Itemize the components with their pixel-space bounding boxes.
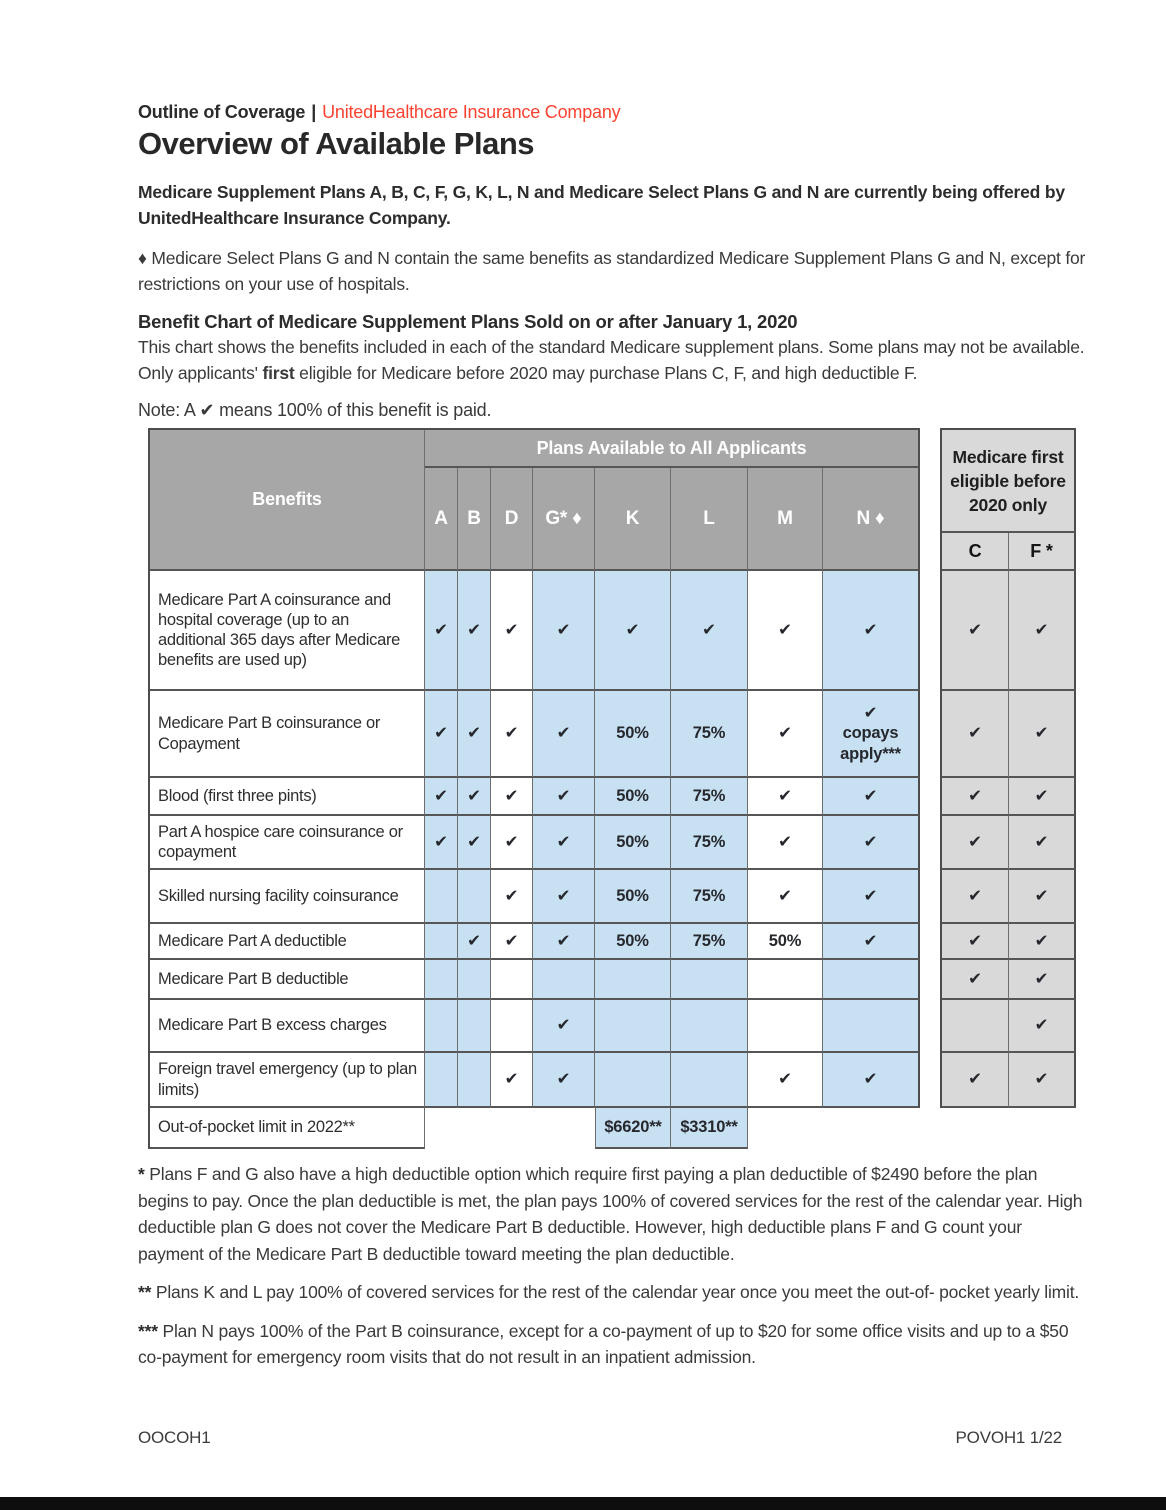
benefit-cell <box>458 778 491 816</box>
benefit-cell <box>823 1053 920 1108</box>
benefit-cell <box>533 778 595 816</box>
benefit-cell <box>748 571 823 691</box>
footer-form-number: OOCOH1 <box>138 1428 211 1447</box>
benefit-row-label-text: Blood (first three pints) <box>158 786 317 805</box>
pre2020-cell <box>942 816 1009 870</box>
benefit-cell-text: ✔ <box>556 886 571 905</box>
benefit-cell <box>748 1053 823 1108</box>
pre2020-column-header-f-text: F * <box>1030 540 1053 561</box>
chart-description <box>138 334 1088 386</box>
pre2020-column-header-c <box>942 533 1009 571</box>
benefit-cell <box>748 870 823 924</box>
eyebrow-company-name: UnitedHealthcare Insurance Company <box>322 102 621 122</box>
benefit-cell <box>671 816 748 870</box>
benefit-cell-text: ✔ <box>625 620 640 639</box>
benefit-row-label-text: Medicare Part A coinsurance and hospital coverage (up to an additional 365 days after Medicare benefits are used up) <box>158 590 401 670</box>
benefit-cell <box>533 1053 595 1108</box>
benefit-cell <box>425 1000 458 1053</box>
column-header-l <box>671 468 748 571</box>
pre2020-cell-text: ✔ <box>1034 786 1049 805</box>
benefit-cell-text: ✔ <box>467 931 481 950</box>
pre2020-cell <box>942 1000 1009 1053</box>
column-header-b-text: B <box>467 507 481 529</box>
benefit-cell-text: 50% <box>616 832 649 851</box>
benefit-cell-text: ✔ <box>702 620 716 639</box>
intro-paragraph: Medicare Supplement Plans A, B, C, F, G, K, L, N and Medicare Select Plans G and N are currently being offered by UnitedHealthcare Insurance Company. <box>138 182 1065 228</box>
benefit-cell-text: ✔ <box>778 832 792 851</box>
footnote-2: ** Plans K and L pay 100% of covered services for the rest of the calendar year once you meet the out-of- pocket yearly limit. <box>138 1282 1080 1302</box>
benefit-cell-text: ✔ copays apply*** <box>840 703 901 763</box>
pre2020-cell-text: ✔ <box>1034 1070 1049 1089</box>
limit-row-label <box>150 1108 425 1149</box>
benefit-cell <box>425 691 458 778</box>
benefit-cell-text: ✔ <box>556 1016 571 1035</box>
benefit-row-label <box>150 924 425 960</box>
benefit-cell-text: ✔ <box>778 1070 792 1089</box>
benefit-cell-text: ✔ <box>556 786 571 805</box>
pre2020-cell-text: ✔ <box>1034 886 1049 905</box>
benefit-cell <box>823 924 920 960</box>
pre2020-column-header-f <box>1009 533 1076 571</box>
benefit-cell <box>458 691 491 778</box>
column-header-m-text: M <box>777 507 793 529</box>
benefit-cell-text: 75% <box>692 786 726 805</box>
footnote-3: *** Plan N pays 100% of the Part B coinsurance, except for a co-payment of up to $20 for some office visits and up to a $50 co-payment for emergency room visits that do not result in an inpatient admission. <box>138 1320 1069 1367</box>
footnote-marker: *** <box>138 1320 163 1341</box>
benefit-cell-text: ✔ <box>467 786 481 805</box>
benefit-row-label-text: Part A hospice care coinsurance or copayment <box>158 822 403 861</box>
benefit-row-label <box>150 870 425 924</box>
pre2020-table <box>940 428 1076 1108</box>
benefit-cell <box>595 816 671 870</box>
pre2020-cell <box>942 691 1009 778</box>
benefit-cell <box>823 960 920 1000</box>
benefit-cell <box>533 816 595 870</box>
pre2020-cell <box>942 571 1009 691</box>
benefit-cell <box>671 1000 748 1053</box>
column-header-n <box>823 468 920 571</box>
benefit-cell <box>458 1000 491 1053</box>
pre2020-cell <box>1009 1000 1076 1053</box>
pre2020-cell-text: ✔ <box>1034 1016 1049 1035</box>
benefit-cell <box>458 870 491 924</box>
benefit-row-label-text: Skilled nursing facility coinsurance <box>158 886 399 905</box>
column-header-d <box>491 468 533 571</box>
benefit-cell <box>671 571 748 691</box>
benefit-cell <box>458 960 491 1000</box>
benefit-cell-text: ✔ <box>863 886 878 905</box>
column-header-b <box>458 468 491 571</box>
footnote-1: * Plans F and G also have a high deductible option which require first paying a plan deductible of $2490 before the plan begins to pay. Once the plan deductible is met, the plan pays 100% of covered services for the rest of the calendar year. High deductible plan G does not cover the Medicare Part B deductible. However, high deductible plans F and G count your payment of the Medicare Part B deductible toward meeting the plan deductible. <box>138 1164 1083 1264</box>
benefit-cell-text: ✔ <box>504 786 519 805</box>
pre2020-cell <box>942 870 1009 924</box>
benefit-cell-text: ✔ <box>504 931 519 950</box>
column-header-d-text: D <box>504 507 519 529</box>
column-header-g-text: G* ♦ <box>545 507 582 529</box>
column-header-g <box>533 468 595 571</box>
benefit-cell-text: ✔ <box>504 886 519 905</box>
benefit-row-label <box>150 1053 425 1108</box>
page-title: Overview of Available Plans <box>138 126 534 161</box>
benefit-cell-text: ✔ <box>504 724 519 743</box>
footnotes <box>138 1161 1088 1371</box>
pre2020-cell <box>1009 571 1076 691</box>
limit-row-spacer <box>425 1108 595 1149</box>
benefit-cell <box>533 691 595 778</box>
benefit-cell <box>425 924 458 960</box>
benefit-tables-zone <box>148 428 1088 1149</box>
benefit-cell <box>595 691 671 778</box>
pre2020-cell <box>1009 924 1076 960</box>
benefit-cell <box>533 960 595 1000</box>
bottom-bar <box>0 1497 1166 1510</box>
benefit-cell <box>595 870 671 924</box>
column-header-k <box>595 468 671 571</box>
benefit-row-label <box>150 816 425 870</box>
benefit-cell-text: ✔ <box>556 1070 571 1089</box>
pre2020-cell-text: ✔ <box>968 786 982 805</box>
benefit-chart-heading: Benefit Chart of Medicare Supplement Plans Sold on or after January 1, 2020 <box>138 311 798 332</box>
benefit-cell <box>533 571 595 691</box>
benefit-cell <box>823 778 920 816</box>
benefit-cell <box>491 1053 533 1108</box>
column-header-n-text: N ♦ <box>856 507 885 529</box>
benefit-cell <box>823 816 920 870</box>
benefit-cell <box>823 571 920 691</box>
eyebrow-separator: | <box>311 102 317 122</box>
benefit-cell-text: ✔ <box>504 620 519 639</box>
benefit-cell-text: 50% <box>616 724 649 743</box>
benefit-cell-text: ✔ <box>863 1070 878 1089</box>
limit-cell-l-text: $3310** <box>680 1118 738 1137</box>
pre2020-cell-text: ✔ <box>968 886 982 905</box>
benefit-cell <box>491 924 533 960</box>
benefit-cell-text: 75% <box>692 832 726 851</box>
pre2020-cell-text: ✔ <box>968 724 982 743</box>
benefit-cell <box>595 924 671 960</box>
footnote-marker: ** <box>138 1282 156 1302</box>
benefit-cell <box>458 816 491 870</box>
benefit-cell <box>595 1053 671 1108</box>
benefit-cell-text: ✔ <box>556 724 571 743</box>
pre2020-cell-text: ✔ <box>1034 724 1049 743</box>
benefit-cell <box>491 1000 533 1053</box>
benefit-cell-text: 75% <box>692 724 726 743</box>
pre2020-cell-text: ✔ <box>968 832 982 851</box>
benefit-cell-text: ✔ <box>434 832 448 851</box>
pre2020-cell <box>1009 778 1076 816</box>
benefit-row-label-text: Medicare Part B deductible <box>158 969 349 988</box>
benefit-cell-text: 75% <box>692 931 726 950</box>
column-header-k-text: K <box>625 507 640 529</box>
benefit-cell-text: ✔ <box>556 832 571 851</box>
benefit-cell <box>595 960 671 1000</box>
benefit-cell <box>671 778 748 816</box>
benefit-cell-text: ✔ <box>467 724 481 743</box>
benefit-cell-text: ✔ <box>863 832 878 851</box>
pre2020-cell <box>1009 870 1076 924</box>
benefit-cell <box>823 870 920 924</box>
benefit-cell <box>671 870 748 924</box>
select-plans-note: ♦ Medicare Select Plans G and N contain the same benefits as standardized Medicare Supplement Plans G and N, except for restrictions on your use of hospitals. <box>138 248 1086 294</box>
benefit-cell-text: ✔ <box>556 931 571 950</box>
pre2020-cell <box>942 1053 1009 1108</box>
benefit-cell <box>458 571 491 691</box>
benefit-cell <box>748 816 823 870</box>
pre2020-cell <box>1009 1053 1076 1108</box>
limit-cell-k <box>595 1108 671 1149</box>
benefit-row-label-text: Medicare Part B coinsurance or Copayment <box>158 714 381 753</box>
chart-description-text-2: eligible for Medicare before 2020 may purchase Plans C, F, and high deductible F. <box>294 363 918 383</box>
benefit-cell-text: ✔ <box>863 620 878 639</box>
benefit-cell-text: 50% <box>616 931 649 950</box>
pre2020-header-text: Medicare first eligible before 2020 only <box>950 446 1066 515</box>
pre2020-cell <box>942 778 1009 816</box>
benefit-cell-text: ✔ <box>778 886 792 905</box>
benefit-table <box>148 428 920 1149</box>
benefit-cell-text: ✔ <box>434 620 448 639</box>
benefit-cell-text: ✔ <box>504 1070 519 1089</box>
pre2020-column-header-c-text: C <box>968 540 982 561</box>
benefit-row-label-text: Medicare Part B excess charges <box>158 1016 387 1035</box>
benefit-cell <box>595 571 671 691</box>
limit-cell-l <box>671 1108 748 1149</box>
benefit-cell <box>491 960 533 1000</box>
column-header-l-text: L <box>703 507 715 529</box>
page-footer <box>138 1428 1062 1448</box>
table-header-group <box>425 430 920 468</box>
benefit-cell <box>491 816 533 870</box>
benefit-cell-text: ✔ <box>434 724 448 743</box>
column-header-a <box>425 468 458 571</box>
benefit-cell <box>425 571 458 691</box>
pre2020-cell-text: ✔ <box>1034 620 1049 639</box>
eyebrow-title: Outline of Coverage <box>138 102 306 122</box>
benefit-cell <box>671 1053 748 1108</box>
benefit-cell <box>748 691 823 778</box>
benefit-cell <box>425 1053 458 1108</box>
benefit-row-label <box>150 778 425 816</box>
eyebrow <box>138 102 1088 123</box>
benefit-row-label <box>150 571 425 691</box>
chart-description-text: This chart shows the benefits included in each of the standard Medicare supplement plans. Some plans may not be available. Only applicants' <box>138 337 1085 383</box>
benefit-cell <box>491 691 533 778</box>
benefit-cell <box>458 1053 491 1108</box>
pre2020-cell <box>942 960 1009 1000</box>
benefit-row-label-text: Medicare Part A deductible <box>158 931 347 950</box>
benefit-cell-text: ✔ <box>778 786 792 805</box>
benefit-cell <box>671 960 748 1000</box>
benefit-cell-text: ✔ <box>504 832 519 851</box>
pre2020-header <box>942 430 1076 533</box>
benefit-cell <box>491 870 533 924</box>
pre2020-cell-text: ✔ <box>1034 969 1049 988</box>
benefit-cell <box>491 778 533 816</box>
benefit-cell <box>458 924 491 960</box>
benefit-cell <box>533 870 595 924</box>
benefit-cell-text: ✔ <box>556 620 571 639</box>
benefit-cell-text: ✔ <box>778 620 792 639</box>
benefit-cell <box>823 691 920 778</box>
benefit-cell <box>595 778 671 816</box>
benefit-cell <box>748 1000 823 1053</box>
benefit-cell-text: ✔ <box>863 931 878 950</box>
benefit-cell <box>491 571 533 691</box>
benefit-cell <box>823 1000 920 1053</box>
benefit-cell-text: ✔ <box>467 832 481 851</box>
table-header-group-text: Plans Available to All Applicants <box>536 437 807 458</box>
benefit-cell <box>671 691 748 778</box>
benefit-cell <box>595 1000 671 1053</box>
benefit-cell <box>533 924 595 960</box>
footer-page-number: POVOH1 1/22 <box>955 1428 1062 1447</box>
benefit-cell-text: 50% <box>616 786 649 805</box>
pre2020-cell-text: ✔ <box>968 1070 982 1089</box>
limit-cell-k-text: $6620** <box>604 1118 662 1137</box>
column-header-m <box>748 468 823 571</box>
footnote-marker: * <box>138 1164 150 1184</box>
limit-row-spacer <box>748 1108 920 1149</box>
benefit-cell-text: 50% <box>616 886 649 905</box>
benefit-cell <box>425 960 458 1000</box>
checkmark-note: Note: A ✔ means 100% of this benefit is paid. <box>138 400 492 420</box>
benefit-row-label-text: Foreign travel emergency (up to plan limits) <box>158 1060 417 1099</box>
benefit-cell-text: ✔ <box>434 786 448 805</box>
benefit-cell <box>671 924 748 960</box>
pre2020-cell-text: ✔ <box>1034 832 1049 851</box>
pre2020-cell <box>1009 691 1076 778</box>
pre2020-cell <box>1009 816 1076 870</box>
pre2020-cell-text: ✔ <box>1034 931 1049 950</box>
benefit-cell <box>425 778 458 816</box>
pre2020-cell-text: ✔ <box>968 620 982 639</box>
benefit-cell-text: ✔ <box>467 620 481 639</box>
benefit-cell-text: 50% <box>768 931 802 950</box>
pre2020-cell <box>1009 960 1076 1000</box>
benefit-cell <box>533 1000 595 1053</box>
column-header-a-text: A <box>434 507 448 529</box>
benefit-cell <box>425 870 458 924</box>
benefit-cell <box>425 816 458 870</box>
benefit-cell <box>748 778 823 816</box>
benefit-row-label <box>150 1000 425 1053</box>
table-header-benefits <box>150 430 425 571</box>
benefit-cell-text: ✔ <box>778 724 792 743</box>
table-header-benefits-text: Benefits <box>252 489 322 509</box>
limit-row-label-text: Out-of-pocket limit in 2022** <box>158 1118 355 1137</box>
benefit-cell <box>748 960 823 1000</box>
benefit-row-label <box>150 691 425 778</box>
pre2020-cell <box>942 924 1009 960</box>
chart-description-bold: first <box>262 363 295 383</box>
benefit-cell-text: ✔ <box>863 786 878 805</box>
benefit-cell <box>748 924 823 960</box>
pre2020-cell-text: ✔ <box>968 931 982 950</box>
benefit-row-label <box>150 960 425 1000</box>
page-content <box>138 102 1088 1383</box>
pre2020-cell-text: ✔ <box>968 969 982 988</box>
benefit-cell-text: 75% <box>692 886 726 905</box>
